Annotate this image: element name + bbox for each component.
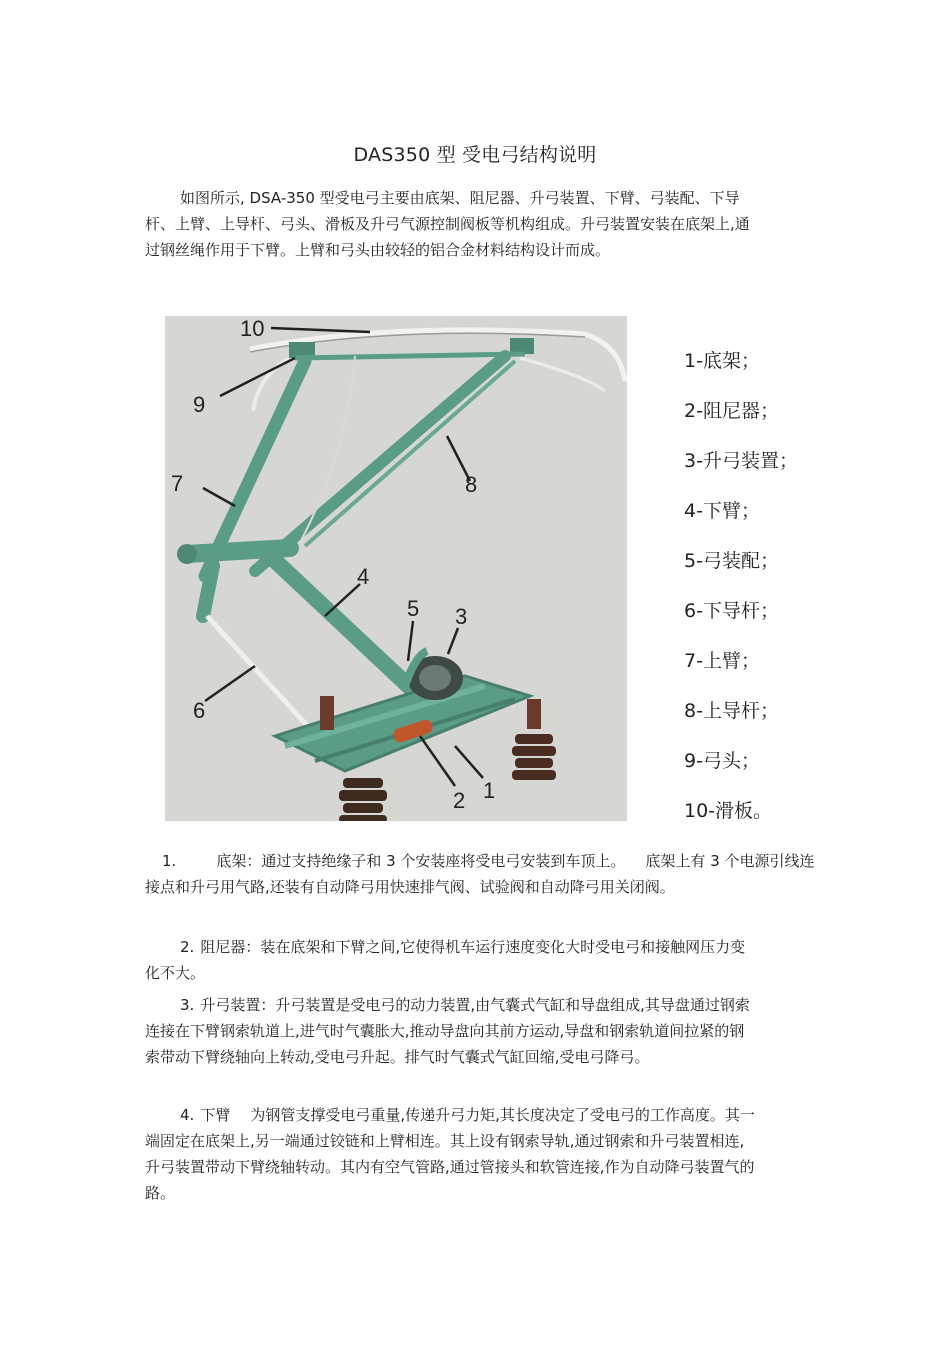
section-1 bbox=[145, 848, 815, 900]
air-bellows-ring bbox=[419, 665, 451, 691]
section-2 bbox=[145, 934, 755, 986]
leader-4 bbox=[325, 584, 360, 616]
section-2-number: 2. bbox=[180, 938, 195, 956]
section-1-text: 通过支持绝缘子和 3 个安装座将受电弓安装到车顶上。 bbox=[261, 852, 626, 870]
legend bbox=[684, 336, 864, 836]
section-1-number: 1. bbox=[162, 852, 177, 870]
section-4-number: 4. bbox=[180, 1106, 195, 1124]
legend-item: 2-阻尼器； bbox=[684, 400, 779, 422]
section-4 bbox=[145, 1102, 755, 1206]
insulator-left-top bbox=[320, 696, 334, 730]
legend-item: 5-弓装配； bbox=[684, 550, 779, 572]
insulator-right bbox=[512, 734, 556, 780]
section-2-title: 阻尼器： bbox=[200, 938, 261, 956]
callout-7: 7 bbox=[171, 471, 184, 496]
legend-item: 8-上导杆； bbox=[684, 700, 779, 722]
leader-3 bbox=[448, 628, 458, 654]
callout-4: 4 bbox=[357, 564, 370, 589]
hinge-end bbox=[177, 544, 197, 564]
callout-1: 1 bbox=[483, 778, 496, 803]
elbow bbox=[203, 566, 213, 616]
section-1-text2: 底架上有 3 个电源引线连接点和升弓用气路,还装有自动降弓用快速排气阀、试验阀和自动降弓用关闭阀。 bbox=[145, 852, 815, 896]
leader-6 bbox=[205, 666, 255, 701]
leader-7 bbox=[203, 488, 235, 506]
leader-5 bbox=[408, 621, 413, 661]
page-title: DAS350 型 受电弓结构说明 bbox=[353, 144, 597, 166]
insulator-front bbox=[339, 778, 387, 821]
callout-9: 9 bbox=[193, 392, 206, 417]
legend-item: 6-下导杆； bbox=[684, 600, 779, 622]
legend-item: 3-升弓装置； bbox=[684, 450, 798, 472]
section-2-text: 装在底架和下臂之间,它使得机车运行速度变化大时受电弓和接触网压力变化不大。 bbox=[145, 938, 746, 982]
legend-item: 1-底架； bbox=[684, 350, 760, 372]
leader-1 bbox=[455, 746, 483, 778]
section-3-number: 3. bbox=[180, 996, 195, 1014]
callout-2: 2 bbox=[453, 788, 466, 813]
head-horn-right bbox=[520, 358, 605, 391]
intro-paragraph: 如图所示, DSA-350 型受电弓主要由底架、阻尼器、升弓装置、下臂、弓装配、下导杆、上臂、上导杆、弓头、滑板及升弓气源控制阀板等机构组成。升弓装置安装在底架上,通过钢丝绳作用于下臂。上臂和弓头由较轻的铝合金材料结构设计而成。 bbox=[145, 189, 750, 259]
legend-item: 10-滑板。 bbox=[684, 800, 773, 822]
section-3 bbox=[145, 992, 755, 1070]
callout-10: 10 bbox=[240, 316, 265, 341]
section-4-text: 为钢管支撑受电弓重量,传递升弓力矩,其长度决定了受电弓的工作高度。其一端固定在底架上,另一端通过铰链和上臂相连。其上设有钢索导轨,通过钢索和升弓装置相连,升弓装置带动下臂绕轴转动。其内有空气管路,通过管接头和软管连接,作为自动降弓装置气的路。 bbox=[145, 1106, 755, 1202]
leader-10 bbox=[271, 328, 370, 332]
section-3-text: 升弓装置是受电弓的动力装置,由气囊式气缸和导盘组成,其导盘通过钢索连接在下臂钢索轨道上,进气时气囊胀大,推动导盘向其前方运动,导盘和钢索轨道间拉紧的钢索带动下臂绕轴向上转动,受电弓升起。排气时气囊式气缸回缩,受电弓降弓。 bbox=[145, 996, 750, 1066]
head-cross-bar bbox=[295, 354, 525, 358]
legend-item: 4-下臂； bbox=[684, 500, 760, 522]
section-1-title: 底架： bbox=[216, 852, 262, 870]
callout-5: 5 bbox=[407, 596, 420, 621]
section-3-title: 升弓装置： bbox=[200, 996, 276, 1014]
insulator-right-top bbox=[527, 699, 541, 729]
legend-item: 7-上臂； bbox=[684, 650, 760, 672]
callout-8: 8 bbox=[465, 472, 478, 497]
legend-item: 9-弓头； bbox=[684, 750, 760, 772]
pantograph-diagram bbox=[165, 316, 627, 821]
pantograph-figure bbox=[165, 316, 627, 821]
callout-3: 3 bbox=[455, 604, 468, 629]
leader-2 bbox=[420, 736, 455, 786]
callout-6: 6 bbox=[193, 698, 206, 723]
section-4-title: 下臂 bbox=[200, 1106, 231, 1124]
